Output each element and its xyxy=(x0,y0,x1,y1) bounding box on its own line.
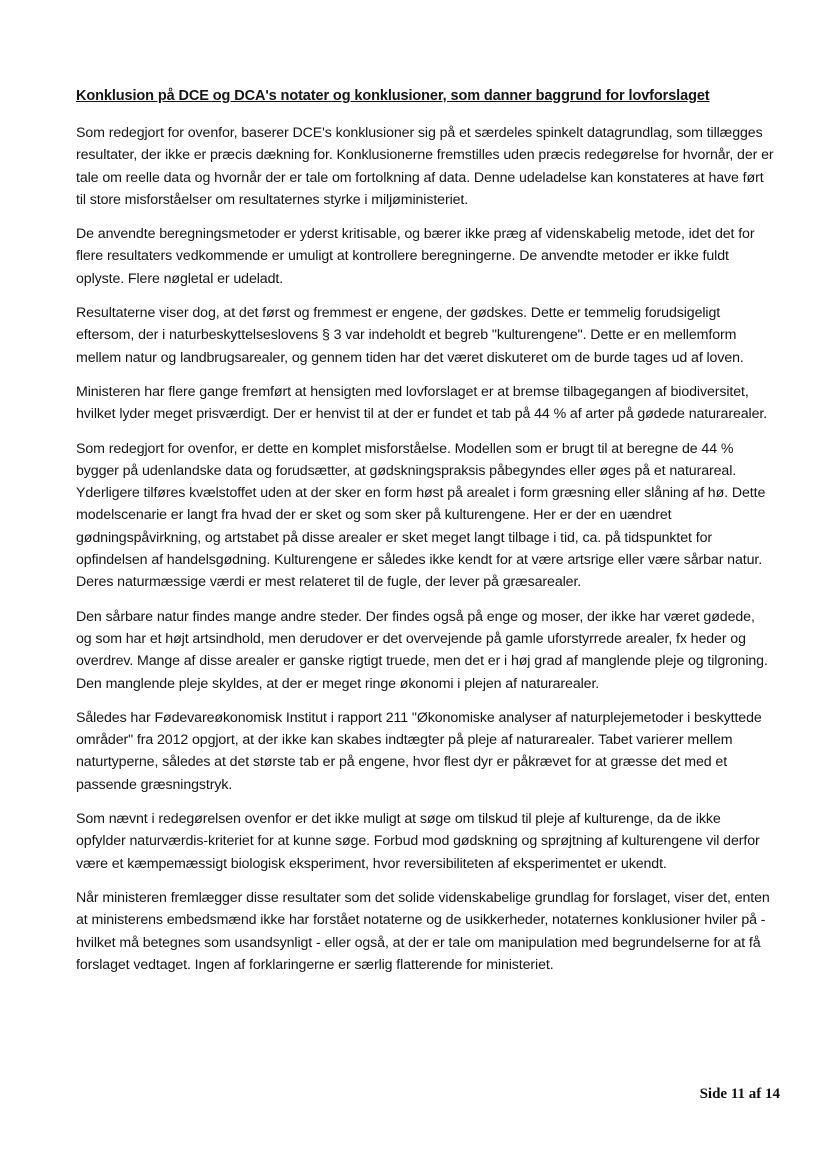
paragraph-5: Som redegjort for ovenfor, er dette en komplet misforståelse. Modellen som er brugt til at beregne de 44 % bygger på udenlandske data og forudsætter, at gødskningspraksis påbegyndes eller øges på et naturareal. Yderligere tilføres kvælstoffet uden at der sker en form høst på arealet i form græsning eller slåning af hø. Dette modelscenarie er langt fra hvad der er sket og som sker på kulturengene. Her er der en uændret gødningspåvirkning, og artstabet på disse arealer er sket meget langt tilbage i tid, ca. på tidspunktet for opfindelsen af handelsgødning. Kulturengene er således ikke kendt for at være artsrige eller være sårbar natur. Deres naturmæssige værdi er mest relateret til de fugle, der lever på græsarealer. xyxy=(76,440,766,591)
paragraph-3: Resultaterne viser dog, at det først og fremmest er engene, der gødskes. Dette er temmelig forudsigeligt eftersom, der i naturbeskyttelseslovens § 3 var indeholdt et begreb "kulturengene". Dette er en mellemform mellem natur og landbrugsarealer, og gennem tiden har det været diskuteret om de burde tages ud af loven. xyxy=(76,305,744,366)
section-heading: Konklusion på DCE og DCA's notater og konklusioner, som danner baggrund for lovforslaget xyxy=(76,88,710,104)
paragraph-4: Ministeren har flere gange fremført at hensigten med lovforslaget er at bremse tilbagegangen af biodiversitet, hvilket lyder meget prisværdigt. Der er henvist til at der er fundet et tab på 44 % af arter på gødede naturarealer. xyxy=(76,383,768,423)
paragraph-8: Som nævnt i redegørelsen ovenfor er det ikke muligt at søge om tilskud til pleje af kulturenge, da de ikke opfylder naturværdis-kriteriet for at kunne søge. Forbud mod gødskning og sprøjtning af kulturengene vil derfor være et kæmpemæssigt biologisk eksperiment, hvor reversibiliteten af eksperimentet er ukendt. xyxy=(76,811,760,872)
paragraph-9: Når ministeren fremlægger disse resultater som det solide videnskabelige grundlag for forslaget, viser det, enten at ministerens embedsmænd ikke har forstået notaterne og de usikkerheder, notaternes konklusioner hviler på - hvilket må betegnes som usandsynligt - eller også, at der er tale om manipulation med begrundelserne for at få forslaget vedtaget. Ingen af forklaringerne er særlig flatterende for ministeriet. xyxy=(76,889,770,973)
paragraph-6: Den sårbare natur findes mange andre steder. Der findes også på enge og moser, der ikke har været gødede, og som har et højt artsindhold, men derudover er det overvejende på gamle uforstyrrede arealer, fx heder og overdrev. Mange af disse arealer er ganske rigtigt truede, men det er i høj grad af manglende pleje og tilgroning. Den manglende pleje skyldes, at der er meget ringe økonomi i plejen af naturarealer. xyxy=(76,608,768,692)
paragraph-1: Som redegjort for ovenfor, baserer DCE's konklusioner sig på et særdeles spinkelt datagrundlag, som tillægges resultater, der ikke er præcis dækning for. Konklusionerne fremstilles uden præcis redegørelse for hvornår, der er tale om reelle data og hvornår der er tale om fortolkning af data. Denne udeladelse kan konstateres at have ført til store misforståelser om resultaternes styrke i miljøministeriet. xyxy=(76,125,774,208)
paragraph-2: De anvendte beregningsmetoder er yderst kritisable, og bærer ikke præg af videnskabelig metode, idet det for flere resultaters vedkommende er umuligt at kontrollere beregningerne. De anvendte metoder er ikke fuldt oplyste. Flere nøgletal er udeladt. xyxy=(76,226,755,287)
page-number: Side 11 af 14 xyxy=(699,1086,780,1102)
paragraph-7: Således har Fødevareøkonomisk Institut i rapport 211 "Økonomiske analyser af naturplejemetoder i beskyttede områder" fra 2012 opgjort, at der ikke kan skabes indtægter på pleje af naturarealer. Tabet varierer mellem naturtyperne, således at det største tab er på engene, hvor flest dyr er påkrævet for at græsse det med et passende græsningstryk. xyxy=(76,709,762,793)
